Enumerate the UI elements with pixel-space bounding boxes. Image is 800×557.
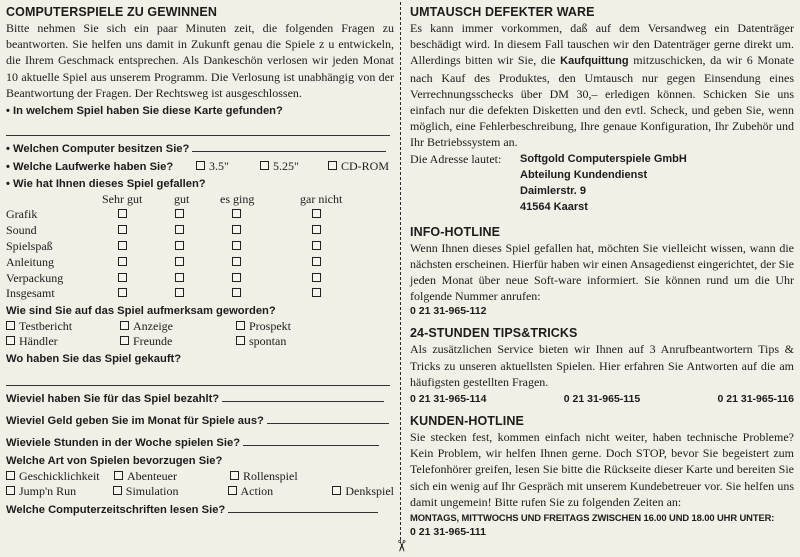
answer-line-money[interactable] [267,412,389,424]
address-street: Daimlerstr. 9 [520,184,587,197]
question-money: Wieviel Geld geben Sie im Monat für Spiele aus? [6,414,264,427]
checkbox-icon[interactable] [232,288,241,297]
checkbox-icon[interactable] [312,288,321,297]
question-money-row [6,412,394,429]
attention-options-row-1 [6,319,394,334]
rating-col-sehr-gut: Sehr gut [102,192,143,207]
customer-hotline-title: KUNDEN-HOTLINE [410,414,524,429]
checkbox-icon [236,336,245,345]
checkbox-action[interactable]: Action [228,484,333,499]
checkbox-anzeige[interactable]: Anzeige [120,319,236,334]
address-company: Softgold Computerspiele GmbH [520,152,687,165]
checkbox-prospekt[interactable]: Prospekt [236,319,291,334]
checkbox-icon [236,321,245,330]
checkbox-icon [6,336,15,345]
checkbox-icon[interactable] [312,209,321,218]
address-department: Abteilung Kundendienst [520,168,648,181]
checkbox-abenteuer[interactable]: Abenteuer [114,469,230,484]
exchange-title: UMTAUSCH DEFEKTER WARE [410,5,595,19]
rating-col-gut: gut [174,192,190,207]
rating-row-label: Insgesamt [6,286,55,301]
checkbox-icon[interactable] [312,225,321,234]
checkbox-spontan[interactable]: spontan [236,334,286,349]
exchange-text: Es kann immer vorkommen, daß auf dem Versandweg ein Datenträger beschädigt wird. In diesem Fall tauschen wir den Datenträger gerne direkt um. Allerdings bitten wir Sie, die Kaufquittung mitzuschicken, da wir 6 Monate nach Kauf des Produktes, den Umtausch nur gegen Einsendung eines Verrechnungsschecks über DM 30,– erledigen können. Schicken Sie uns einfach nur die defekten Disketten und den evtl. Scheck, und geben Sie, wenn möglich, eine Fehlerbeschreibung, Ihre genaue Konfiguration, Ihr Zubehör und Ihr Betriebssystem an. [410,21,795,150]
rating-col-gar-nicht: gar nicht [300,192,343,207]
checkbox-denkspiel[interactable]: Denkspiel [332,484,394,499]
checkbox-icon[interactable] [232,273,241,282]
survey-title: COMPUTERSPIELE ZU GEWINNEN [6,5,217,19]
address-city: 41564 Kaarst [520,200,588,213]
checkbox-icon [6,471,15,480]
attention-options-row-2 [6,334,394,349]
answer-line-paid[interactable] [222,390,384,402]
survey-column [6,4,394,518]
rating-row-label: Anleitung [6,254,54,269]
checkbox-icon[interactable] [312,273,321,282]
rating-row-verpackung [6,270,342,286]
rating-row-label: Spielspaß [6,239,53,253]
question-paid: Wieviel haben Sie für das Spiel bezahlt? [6,392,220,405]
checkbox-icon [260,161,269,170]
customer-hotline-phone: 0 21 31-965-111 [410,526,486,539]
checkbox-icon [113,486,122,495]
checkbox-icon[interactable] [118,225,127,234]
question-hours: Wieviele Stunden in der Woche spielen Sie? [6,436,241,449]
checkbox-icon [332,486,341,495]
checkbox-drive-525[interactable]: 5.25" [260,159,328,174]
checkbox-freunde[interactable]: Freunde [120,334,236,349]
checkbox-icon [6,486,15,495]
tips-phone-1: 0 21 31-965-114 [410,393,487,406]
question-found: • In welchem Spiel haben Sie diese Karte gefunden? [6,105,283,118]
checkbox-drive-35[interactable]: 3.5" [196,159,260,174]
checkbox-icon [6,321,15,330]
checkbox-icon[interactable] [232,209,241,218]
address-label: Die Adresse lautet: [410,151,502,166]
question-hours-row [6,434,394,451]
rating-row-label: Sound [6,223,37,238]
question-drives-row [6,159,394,175]
question-computer: • Welchen Computer besitzen Sie? [6,143,190,156]
question-paid-row [6,390,394,407]
answer-line-computer[interactable] [192,140,386,152]
answer-line-hours[interactable] [243,434,379,446]
checkbox-simulation[interactable]: Simulation [113,484,228,499]
customer-hotline-hours: MONTAGS, MITTWOCHS UND FREITAGS ZWISCHEN 16.00 UND 18.00 UHR UNTER: [410,512,775,524]
rating-row-sound [6,223,342,239]
checkbox-icon [120,336,129,345]
checkbox-rollenspiel[interactable]: Rollenspiel [230,469,298,484]
checkbox-drive-cdrom[interactable]: CD-ROM [328,159,389,174]
checkbox-jump-n-run[interactable]: Jump'n Run [6,484,113,499]
genre-options-row-1 [6,469,394,484]
checkbox-icon[interactable] [232,257,241,266]
checkbox-geschicklichkeit[interactable]: Geschicklichkeit [6,469,114,484]
answer-line-magazines[interactable] [228,501,378,513]
receipt-emphasis: Kaufquittung [560,55,629,68]
rating-table [6,192,342,302]
tips-phones [410,392,794,407]
address-block [410,151,794,215]
tips-text: Als zusätzlichen Service bieten wir Ihnen auf 3 Anrufbeantwortern Tips & Tricks zu unseren aktuellsten Spielen. Hier erfahren Sie Antworten auf die am häufigsten gestellten Fragen. [410,342,794,389]
checkbox-haendler[interactable]: Händler [6,334,120,349]
service-column [410,4,794,540]
checkbox-testbericht[interactable]: Testbericht [6,319,120,334]
scissors-icon: ✂ [392,539,411,553]
question-bought: Wo haben Sie das Spiel gekauft? [6,352,182,365]
tips-phone-3: 0 21 31-965-116 [717,393,794,406]
question-attention: Wie sind Sie auf das Spiel aufmerksam geworden? [6,304,276,317]
checkbox-icon [196,161,205,170]
rating-row-spielspass [6,239,342,255]
question-magazines: Welche Computerzeitschriften lesen Sie? [6,503,226,516]
checkbox-icon[interactable] [175,209,184,218]
checkbox-icon[interactable] [118,257,127,266]
question-computer-row [6,140,394,157]
checkbox-icon[interactable] [118,209,127,218]
checkbox-icon [230,471,239,480]
answer-line-found[interactable] [6,121,390,136]
address-lines [520,151,687,215]
rating-row-anleitung [6,254,342,270]
checkbox-icon [114,471,123,480]
checkbox-icon[interactable] [312,241,321,250]
checkbox-icon [228,486,237,495]
checkbox-icon[interactable] [312,257,321,266]
tips-phone-2: 0 21 31-965-115 [563,393,641,406]
checkbox-icon[interactable] [118,241,127,250]
survey-intro: Bitte nehmen Sie sich ein paar Minuten zeit, die folgenden Fragen zu beantworten. Sie helfen uns damit in Zukunft genau die Spiele z u entwickeln, die Ihrem Geschmack entsprechen. Als Dankeschön verlosen wir jeden Monat 10 aktuelle Spiel aus unserem Programm. Die Verlosung ist unabhängig von der Beantwortung der Fragen. Der Rechtsweg ist ausgeschlossen. [6,21,394,100]
info-hotline-phone: 0 21 31-965-112 [410,305,487,318]
info-hotline-text: Wenn Ihnen dieses Spiel gefallen hat, möchten Sie vielleicht wissen, wann die nächsten erscheinen. Hierfür haben wir einen Ansagedienst eingerichtet, der Sie jeden Monat über neue Soft-ware informiert. Sie können rund um die Uhr folgende Nummer anrufen: [410,240,794,304]
checkbox-icon[interactable] [175,241,184,250]
checkbox-icon[interactable] [175,288,184,297]
question-genres: Welche Art von Spielen bevorzugen Sie? [6,454,223,467]
rating-row-label: Verpackung [6,270,64,285]
rating-row-grafik [6,207,342,223]
checkbox-icon [120,321,129,330]
rating-col-es-ging: es ging [220,192,255,207]
question-found-block [6,104,394,136]
checkbox-icon[interactable] [118,288,127,297]
checkbox-icon[interactable] [175,225,184,234]
checkbox-icon[interactable] [175,257,184,266]
question-magazines-row [6,501,394,518]
info-hotline-title: INFO-HOTLINE [410,224,501,239]
customer-hotline-text: Sie stecken fest, kommen einfach nicht weiter, haben technische Probleme? Kein Problem, wir helfen Ihnen gerne. Doch STOP, bevor Sie begeistert zum Telefonhörer greifen, lesen Sie bitte die Rückseite dieser Karte und bereiten Sie sich ein wenig auf Ihr Gespräch mit unserem Kundebetreuer vor. Sie helfen uns damit ungemein! Bitte rufen Sie zu folgenden Zeiten an: [410,430,794,509]
checkbox-icon[interactable] [118,273,127,282]
checkbox-icon[interactable] [175,273,184,282]
question-liked: • Wie hat Ihnen dieses Spiel gefallen? [6,178,206,191]
tips-title: 24-STUNDEN TIPS&TRICKS [410,326,578,341]
checkbox-icon [328,161,337,170]
cut-line [400,2,401,540]
checkbox-icon[interactable] [232,225,241,234]
rating-row-insgesamt [6,286,342,302]
question-drives: • Welche Laufwerke haben Sie? [6,161,174,174]
genre-options-row-2 [6,484,394,499]
checkbox-icon[interactable] [232,241,241,250]
rating-header-row [6,192,342,207]
rating-row-label: Grafik [6,207,38,222]
answer-line-bought[interactable] [6,367,390,386]
